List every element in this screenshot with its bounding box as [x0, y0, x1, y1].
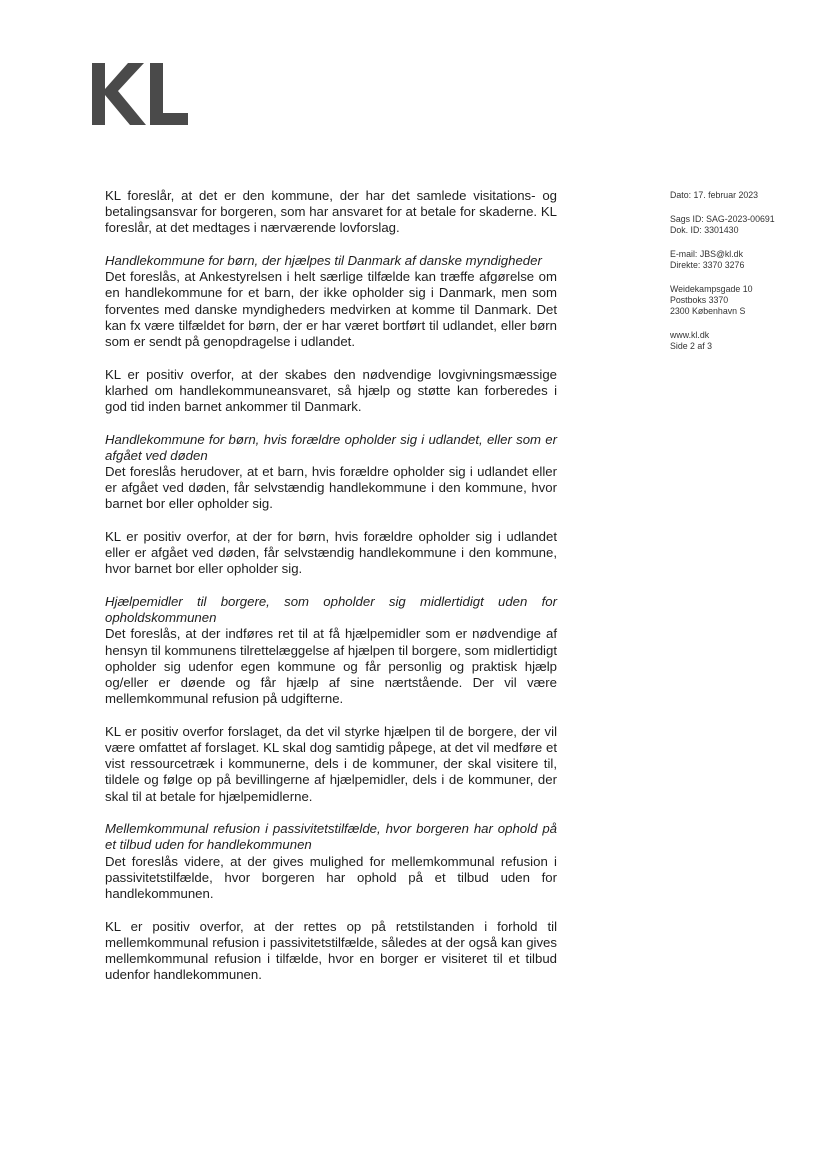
paragraph-intro: KL foreslår, at det er den kommune, der har det samlede visitations- og betalingsansvar for borgeren, som har ansvaret for at betale for skaderne. KL foreslår, at det medtages i nærværende lovforslag. [105, 188, 557, 236]
paragraph-kl-position-2: KL er positiv overfor, at der for børn, hvis forældre opholder sig i udlandet eller er afgået ved døden, får selvstændig handlekommune i den kommune, hvor barnet bor eller opholder sig. [105, 529, 557, 577]
letter-metadata [670, 190, 810, 365]
section-mellemkommunal-refusion [105, 821, 557, 902]
section-heading: Handlekommune for børn, hvis forældre opholder sig i udlandet, eller som er afgået ved døden [105, 431, 557, 463]
letter-body [105, 188, 557, 983]
page-number: Side 2 af 3 [670, 341, 713, 351]
address-street: Weidekampsgade 10 [670, 284, 753, 294]
paragraph-kl-position-1: KL er positiv overfor, at der skabes den nødvendige lovgivningsmæssige klarhed om handlekommuneansvaret, så hjælp og støtte kan forberedes i god tid inden barnet ankommer til Danmark. [105, 366, 557, 415]
email: E-mail: JBS@kl.dk [670, 249, 743, 259]
address-pobox: Postboks 3370 [670, 295, 729, 305]
section-heading: Handlekommune for børn, der hjælpes til Danmark af danske myndigheder [105, 253, 542, 268]
website: www.kl.dk [670, 330, 710, 340]
section-text: Det foreslås videre, at der gives mulighed for mellemkommunal refusion i passivitetstilfælde, hvor borgeren har ophold på et tilbud uden for handlekommunen. [105, 853, 557, 902]
dok-id: Dok. ID: 3301430 [670, 225, 739, 235]
section-heading: Mellemkommunal refusion i passivitetstilfælde, hvor borgeren har ophold på et tilbud uden for handlekommunen [105, 821, 557, 853]
section-hjaelpemidler [105, 594, 557, 707]
section-handlekommune-born-foraeldre-udlandet [105, 432, 557, 513]
section-text: Det foreslås, at Ankestyrelsen i helt særlige tilfælde kan træffe afgørelse om en handlekommune for et barn, der ikke opholder sig i Danmark, men som forventes med danske myndigheders medvirken at komme til Danmark. Det kan fx være tilfældet for børn, der er har været bortført til udlandet, eller børn som er sendt på genopdragelse i udlandet. [105, 269, 557, 350]
direct-phone: Direkte: 3370 3276 [670, 260, 745, 270]
section-handlekommune-born-danske-myndigheder [105, 253, 557, 350]
kl-logo [92, 63, 188, 125]
address-city: 2300 København S [670, 306, 746, 316]
paragraph-kl-position-4: KL er positiv overfor, at der rettes op på retstilstanden i forhold til mellemkommunal refusion i passivitetstilfælde, således at der også kan gives mellemkommunal refusion i tilfælde, hvor en borger er visiteret til et tilbud udenfor handlekommunen. [105, 918, 557, 983]
section-text: Det foreslås herudover, at et barn, hvis forældre opholder sig i udlandet eller er afgået ved døden, får selvstændig handlekommune i den kommune, hvor barnet bor eller opholder sig. [105, 464, 557, 512]
date: Dato: 17. februar 2023 [670, 190, 759, 200]
section-heading: Hjælpemidler til borgere, som opholder sig midlertidigt uden for opholdskommunen [105, 594, 557, 626]
paragraph-kl-position-3: KL er positiv overfor forslaget, da det vil styrke hjælpen til de borgere, der vil være omfattet af forslaget. KL skal dog samtidig påpege, at det vil medføre et vist ressourcetræk i kommunerne, dels i de kommuner, der skal visitere til, tildele og følge op på bevillingerne af hjælpemidler, dels i de kommuner, der skal til at betale for hjælpemidlerne. [105, 723, 557, 804]
section-text: Det foreslås, at der indføres ret til at få hjælpemidler som er nødvendige af hensyn til kommunens tilrettelæggelse af hjælpen til borgere, som midlertidigt opholder sig udenfor egen kommune og får personlig og praktisk hjælp og/eller er døende og får hjælp af sine nærtstående. Der vil være mellemkommunal refusion på udgifterne. [105, 626, 557, 707]
sags-id: Sags ID: SAG-2023-00691 [670, 214, 775, 224]
